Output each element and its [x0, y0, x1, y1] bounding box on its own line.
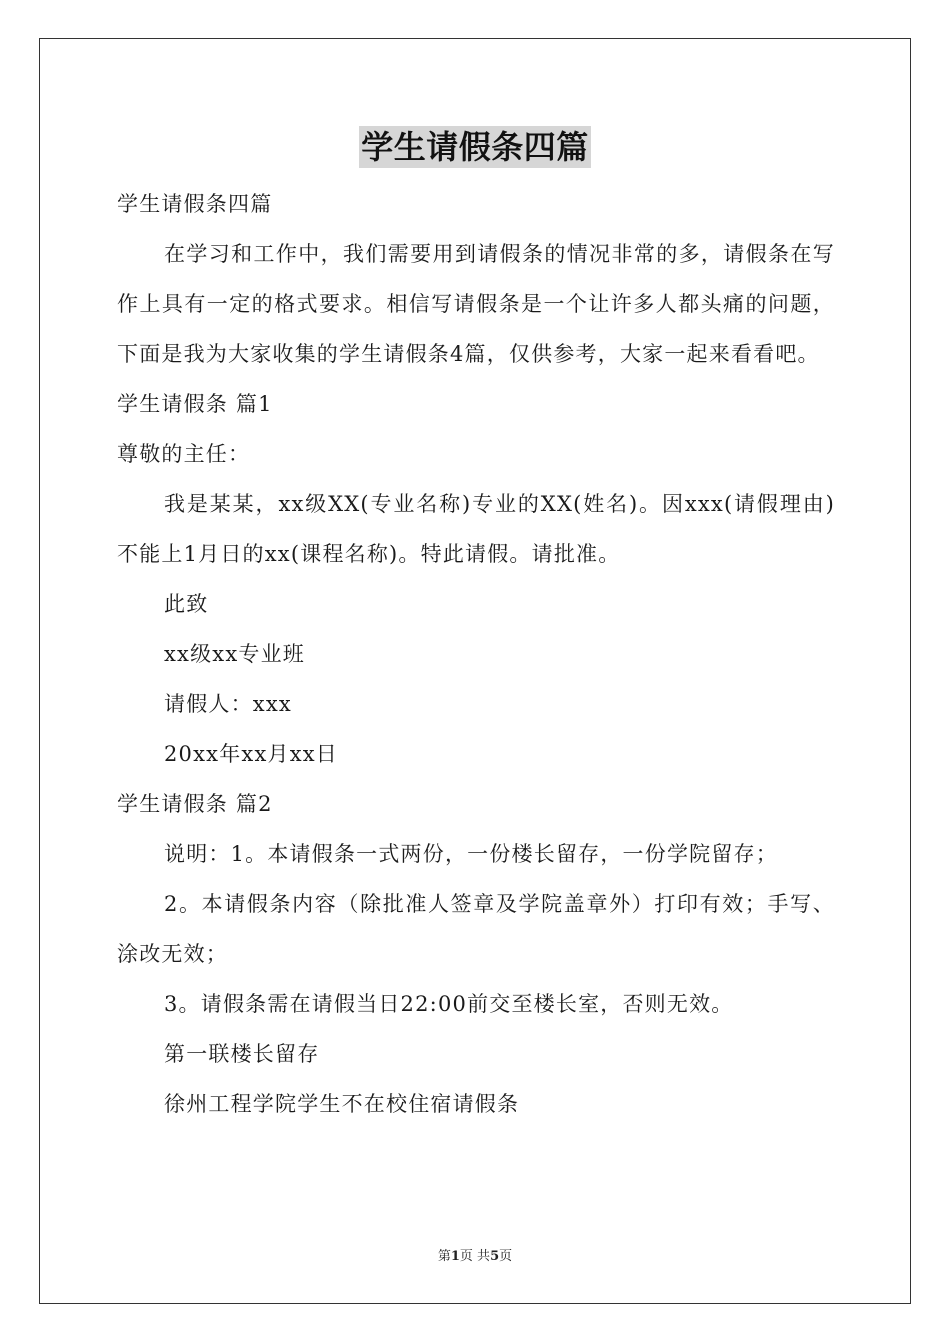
note-item-1: 说明：1。本请假条一式两份，一份楼长留存，一份学院留存；	[164, 842, 778, 866]
salutation: 尊敬的主任：	[117, 442, 251, 466]
closing-phrase: 此致	[164, 592, 209, 616]
section-heading-2: 学生请假条 篇2	[117, 792, 273, 816]
class-line: xx级xx专业班	[164, 642, 305, 666]
form-title: 徐州工程学院学生不在校住宿请假条	[164, 1092, 520, 1116]
document-body	[117, 179, 835, 1129]
subtitle-paragraph: 学生请假条四篇	[117, 192, 273, 216]
note-item-3: 3。请假条需在请假当日22:00前交至楼长室，否则无效。	[164, 992, 734, 1016]
footer-page-prefix: 第	[437, 1249, 451, 1264]
document-title: 学生请假条四篇	[361, 128, 589, 166]
date-line: 20xx年xx月xx日	[164, 742, 338, 766]
requester-line: 请假人：xxx	[164, 692, 292, 716]
title-container	[0, 126, 950, 168]
page-footer	[0, 1248, 950, 1266]
copy-label: 第一联楼长留存	[164, 1042, 320, 1066]
intro-paragraph: 在学习和工作中，我们需要用到请假条的情况非常的多，请假条在写作上具有一定的格式要求。相信写请假条是一个让许多人都头痛的问题，下面是我为大家收集的学生请假条4篇，仅供参考，大家一起来看看吧。	[117, 242, 835, 366]
leave-request-body: 我是某某，xx级XX(专业名称)专业的XX(姓名)。因xxx(请假理由)不能上1月日的xx(课程名称)。特此请假。请批准。	[117, 492, 835, 566]
note-item-2: 2。本请假条内容（除批准人签章及学院盖章外）打印有效；手写、涂改无效；	[117, 892, 835, 966]
footer-page-current: 1	[450, 1249, 460, 1264]
footer-page-total: 5	[490, 1249, 500, 1264]
footer-page-suffix: 页	[499, 1249, 513, 1264]
footer-page-mid: 页 共	[459, 1249, 491, 1264]
section-heading-1: 学生请假条 篇1	[117, 392, 273, 416]
